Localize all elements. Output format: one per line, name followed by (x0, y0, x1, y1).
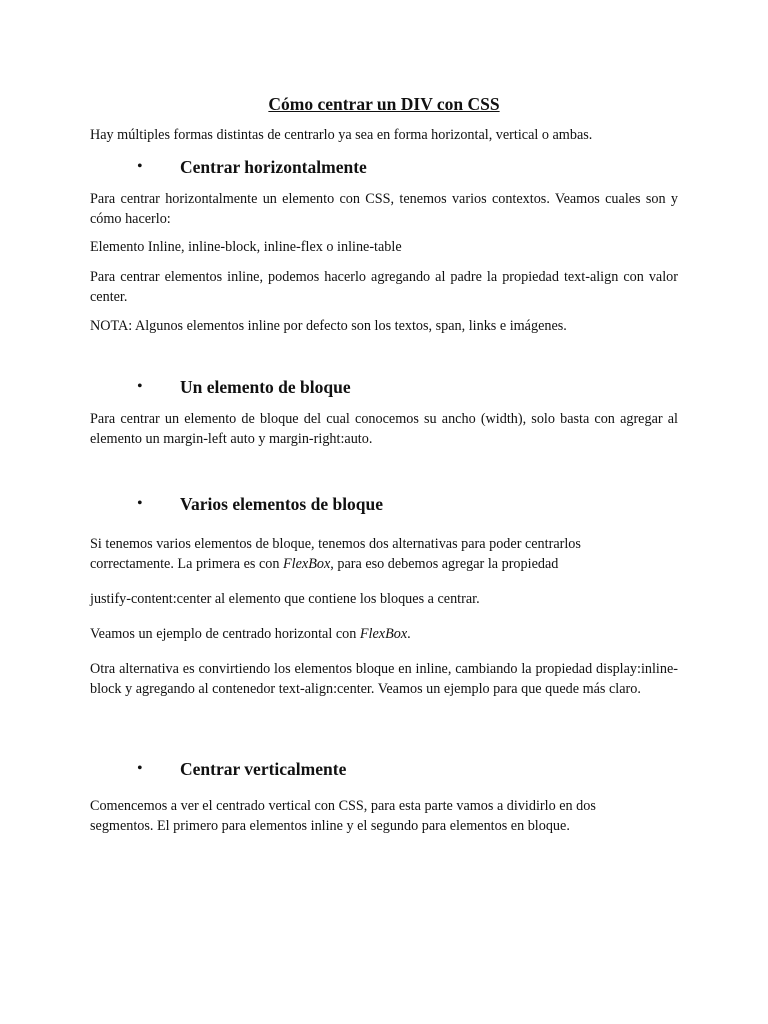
flexbox-term: FlexBox (283, 556, 331, 572)
paragraph-inline-block-alternative: Otra alternativa es convirtiendo los elementos bloque en inline, cambiando la propiedad display:inline-block y agregando al contenedor text-align:center. Veamos un ejemplo para que quede más claro. (90, 661, 678, 697)
paragraph-multiple-blocks (90, 534, 678, 574)
intro-paragraph: Hay múltiples formas distintas de centrarlo ya sea en forma horizontal, vertical o ambas. (90, 127, 593, 143)
text-line: Si tenemos varios elementos de bloque, tenemos dos alternativas para poder centrarlos (90, 536, 581, 552)
section-heading-text: Varios elementos de bloque (180, 494, 384, 514)
paragraph-inline-center: Para centrar elementos inline, podemos hacerlo agregando al padre la propiedad text-align con valor center. (90, 269, 678, 305)
paragraph-block-center: Para centrar un elemento de bloque del cual conocemos su ancho (width), solo basta con agregar al elemento un margin-left auto y margin-right:auto. (90, 411, 678, 447)
section-heading-text: Centrar horizontalmente (180, 157, 367, 177)
bullet-icon: • (137, 158, 143, 175)
text-line: Comencemos a ver el centrado vertical con CSS, para esta parte vamos a dividirlo en dos (90, 798, 596, 814)
section-heading-text: Un elemento de bloque (180, 377, 351, 397)
bullet-icon: • (137, 760, 143, 777)
text-run: , para eso debemos agregar la propiedad (330, 556, 559, 572)
paragraph-note: NOTA: Algunos elementos inline por defecto son los textos, span, links e imágenes. (90, 318, 567, 334)
paragraph-inline-types: Elemento Inline, inline-block, inline-flex o inline-table (90, 239, 402, 255)
text-run: correctamente. La primera es con (90, 556, 283, 572)
bullet-icon: • (137, 495, 143, 512)
paragraph-vertical-intro (90, 796, 678, 836)
text-run: . (407, 626, 411, 642)
flexbox-term: FlexBox (359, 626, 408, 642)
text-line: segmentos. El primero para elementos inline y el segundo para elementos en bloque. (90, 818, 570, 834)
paragraph-justify-content: justify-content:center al elemento que contiene los bloques a centrar. (90, 591, 480, 607)
section-heading-text: Centrar verticalmente (180, 759, 347, 779)
text-run: Veamos un ejemplo de centrado horizontal con (90, 626, 360, 642)
bullet-icon: • (137, 378, 143, 395)
paragraph-flexbox-example (90, 624, 678, 644)
paragraph-horizontal-intro: Para centrar horizontalmente un elemento con CSS, tenemos varios contextos. Veamos cuales son y cómo hacerlo: (90, 191, 678, 227)
document-title: Cómo centrar un DIV con CSS (268, 94, 500, 114)
